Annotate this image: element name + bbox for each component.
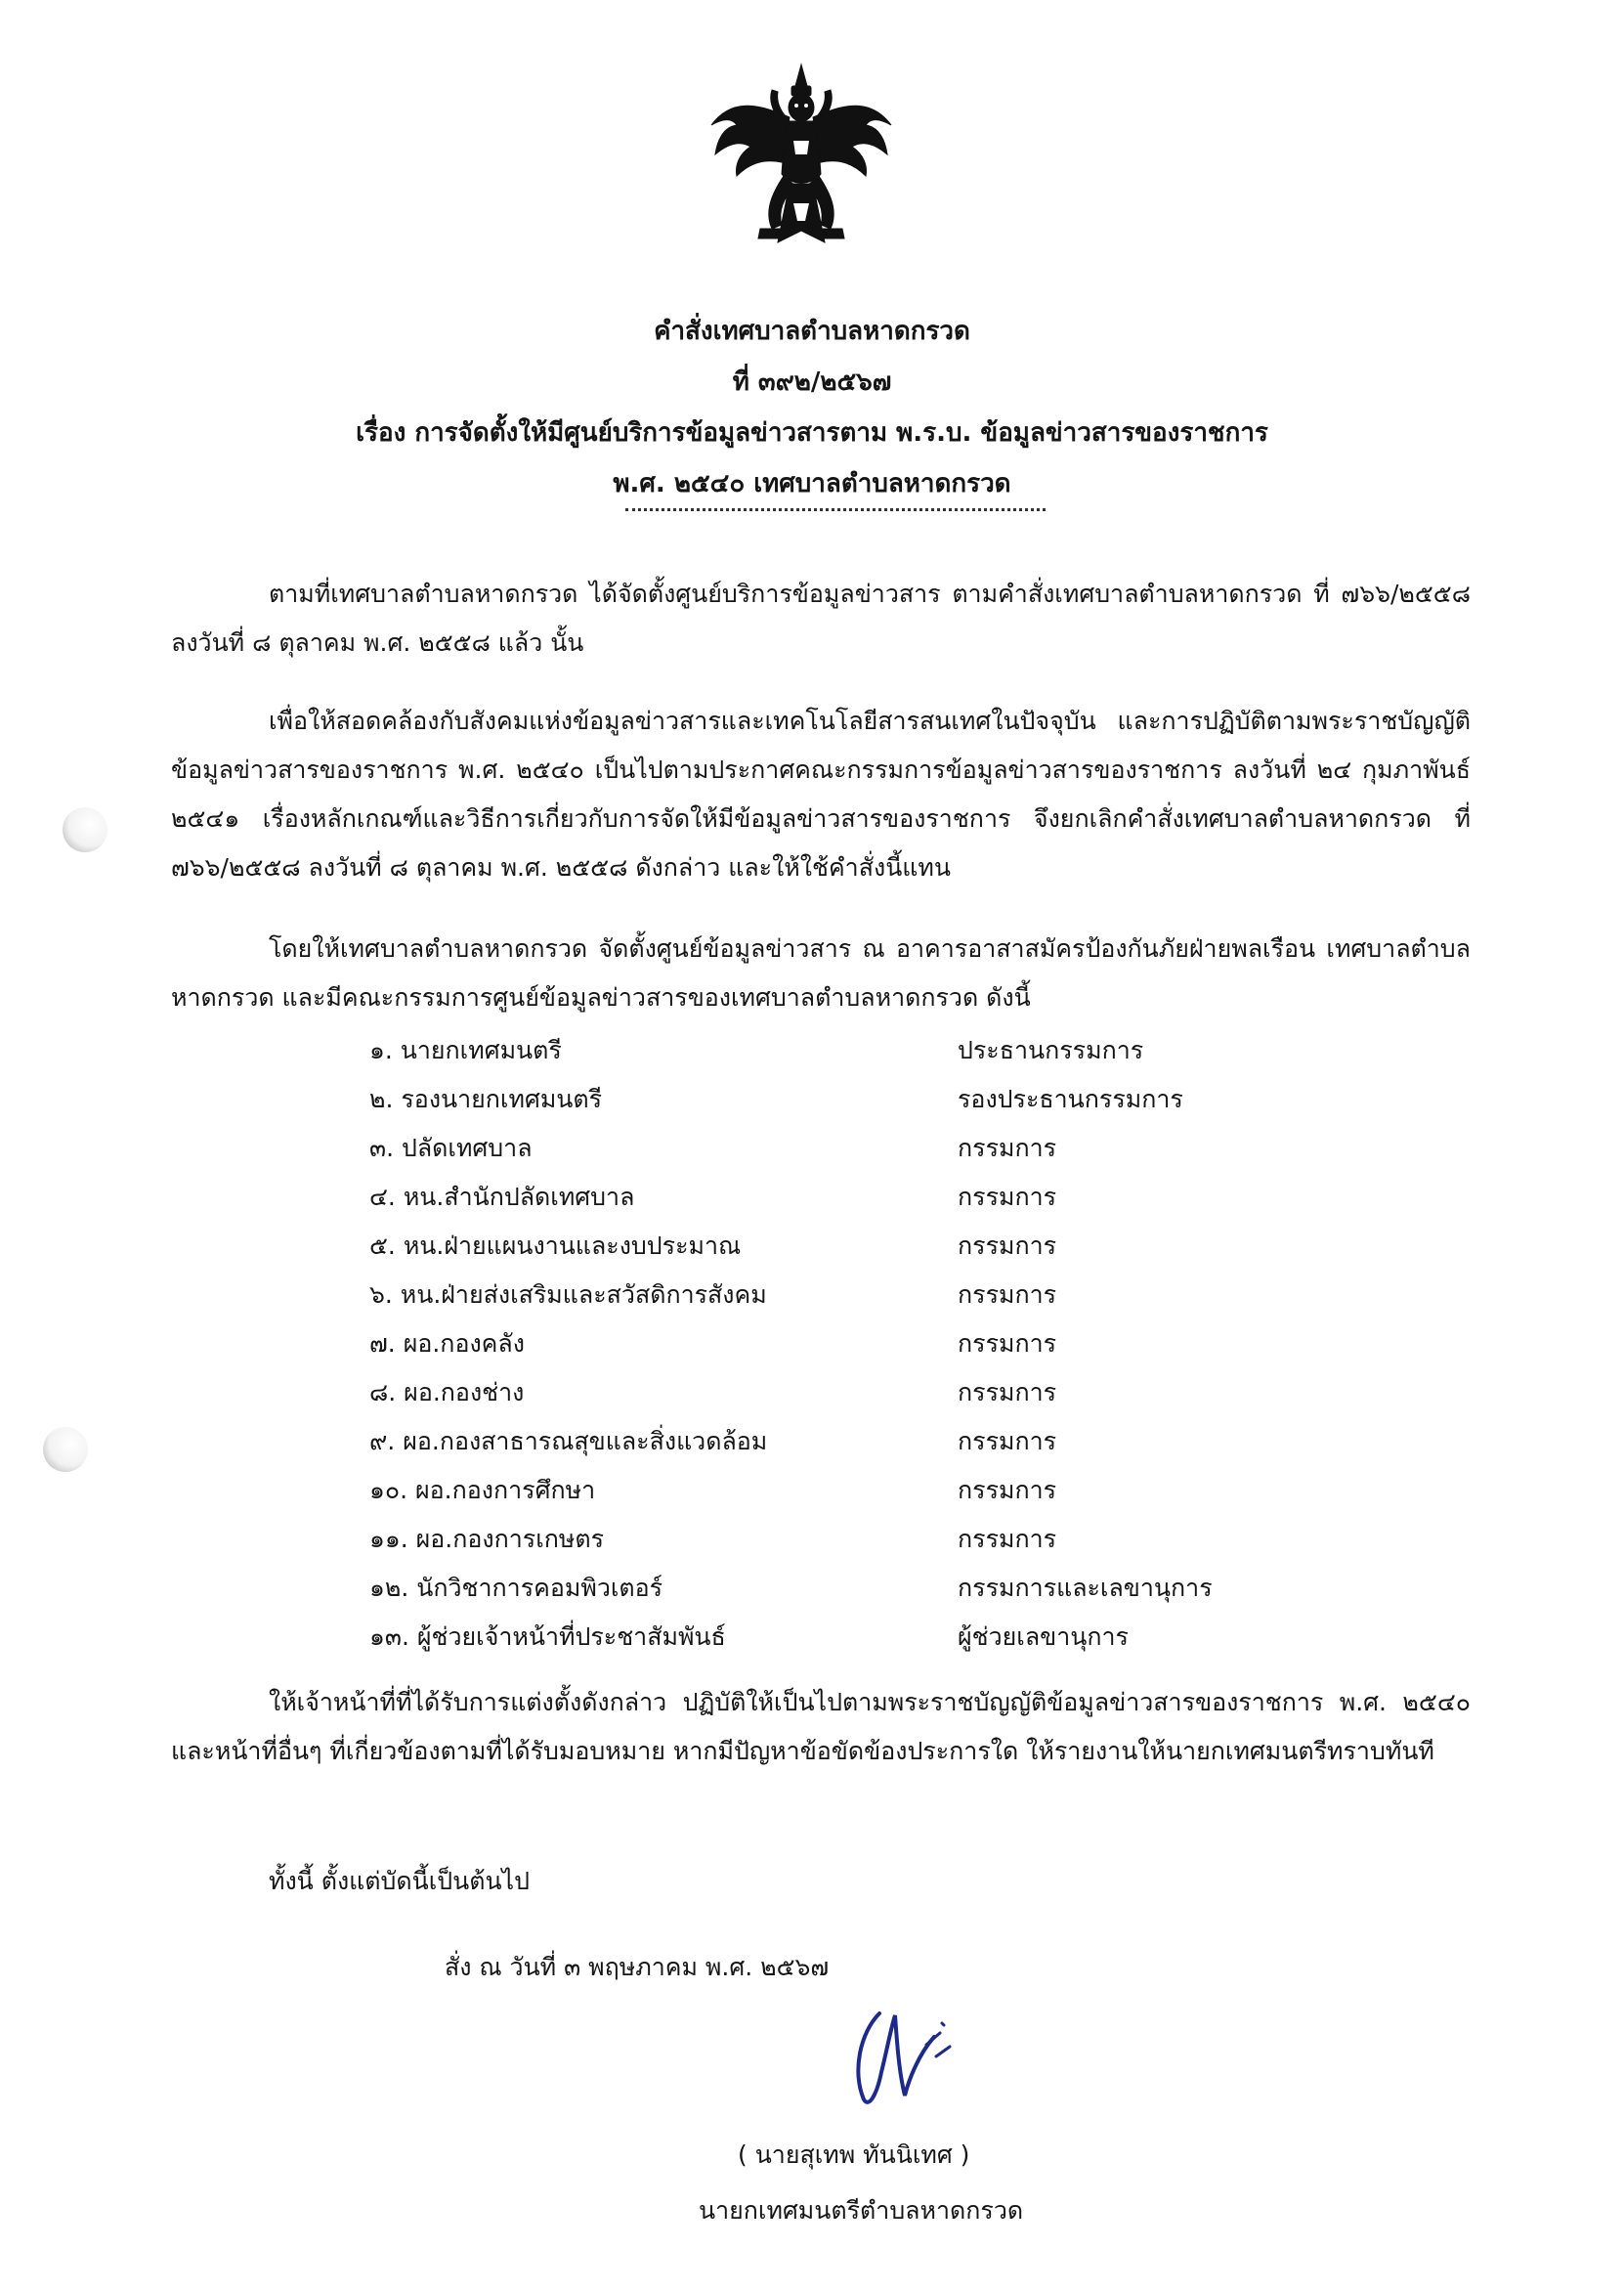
committee-member	[369, 1075, 1444, 1124]
committee-member	[369, 1564, 1444, 1613]
committee-member	[369, 1271, 1444, 1319]
signer-name: ( นายสุเทพ ทันนิเทศ )	[738, 2140, 970, 2169]
paragraph-4: ให้เจ้าหน้าที่ที่ได้รับการแต่งตั้งดังกล่าว ปฏิบัติให้เป็นไปตามพระราชบัญญัติข้อมูลข่าวสารของราชการ พ.ศ. ๒๕๔๐ และหน้าที่อื่นๆ ที่เกี่ยวข้องตามที่ได้รับมอบหมาย หากมีปัญหาข้อขัดข้องประการใด ให้รายงานให้นายกเทศมนตรีทราบทันที	[171, 1688, 1471, 1765]
member-position: ๑๐. ผอ.กองการศึกษา	[369, 1476, 596, 1504]
committee-member	[369, 1417, 1444, 1466]
member-role: กรรมการ	[958, 1525, 1057, 1553]
member-position: ๙. ผอ.กองสาธารณสุขและสิ่งแวดล้อม	[369, 1427, 768, 1455]
committee-member	[369, 1613, 1444, 1662]
member-position: ๑๓. ผู้ช่วยเจ้าหน้าที่ประชาสัมพันธ์	[369, 1622, 726, 1651]
hole-punch	[63, 807, 107, 852]
committee-member	[369, 1319, 1444, 1368]
member-position: ๑. นายกเทศมนตรี	[369, 1036, 562, 1064]
committee-member	[369, 1026, 1444, 1075]
committee-member	[369, 1222, 1444, 1271]
committee-member	[369, 1173, 1444, 1222]
paragraph-2: เพื่อให้สอดคล้องกับสังคมแห่งข้อมูลข่าวสารและเทคโนโลยีสารสนเทศในปัจจุบัน และการปฏิบัติตามพระราชบัญญัติข้อมูลข่าวสารของราชการ พ.ศ. ๒๕๔๐ เป็นไปตามประกาศคณะกรรมการข้อมูลข่าวสารของราชการ ลงวันที่ ๒๔ กุมภาพันธ์ ๒๕๔๑ เรื่องหลักเกณฑ์และวิธีการเกี่ยวกับการจัดให้มีข้อมูลข่าวสารของราชการ จึงยกเลิกคำสั่งเทศบาลตำบลหาดกรวด ที่ ๗๖๖/๒๕๕๘ ลงวันที่ ๘ ตุลาคม พ.ศ. ๒๕๕๘ ดังกล่าว และให้ใช้คำสั่งนี้แทน	[171, 707, 1471, 882]
paragraph-3: โดยให้เทศบาลตำบลหาดกรวด จัดตั้งศูนย์ข้อมูลข่าวสาร ณ อาคารอาสาสมัครป้องกันภัยฝ่ายพลเรือน เทศบาลตำบลหาดกรวด และมีคณะกรรมการศูนย์ข้อมูลข่าวสารของเทศบาลตำบลหาดกรวด ดังนี้	[171, 934, 1471, 1012]
member-role: กรรมการ	[958, 1183, 1057, 1211]
member-position: ๕. หน.ฝ่ายแผนงานและงบประมาณ	[369, 1232, 742, 1260]
order-subject-line1: เรื่อง การจัดตั้งให้มีศูนย์บริการข้อมูลข่าวสารตาม พ.ร.บ. ข้อมูลข่าวสารของราชการ	[356, 418, 1268, 448]
paragraph-5: ทั้งนี้ ตั้งแต่บัดนี้เป็นต้นไป	[269, 1867, 530, 1895]
member-position: ๑๑. ผอ.กองการเกษตร	[369, 1525, 605, 1553]
hole-punch	[43, 1427, 88, 1472]
member-position: ๒. รองนายกเทศมนตรี	[369, 1085, 603, 1113]
committee-member	[369, 1515, 1444, 1564]
member-role: กรรมการ	[958, 1232, 1057, 1260]
committee-member	[369, 1466, 1444, 1515]
order-number: ที่ ๓๙๒/๒๕๖๗	[732, 367, 892, 397]
garuda-emblem-icon	[704, 57, 899, 262]
member-role: กรรมการ	[958, 1427, 1057, 1455]
member-position: ๖. หน.ฝ่ายส่งเสริมและสวัสดิการสังคม	[369, 1280, 767, 1309]
member-role: กรรมการ	[958, 1378, 1057, 1406]
member-position: ๗. ผอ.กองคลัง	[369, 1329, 525, 1358]
member-position: ๓. ปลัดเทศบาล	[369, 1134, 533, 1162]
signature	[840, 1994, 967, 2121]
member-role: รองประธานกรรมการ	[958, 1085, 1183, 1113]
member-role: กรรมการ	[958, 1329, 1057, 1358]
order-date: สั่ง ณ วันที่ ๓ พฤษภาคม พ.ศ. ๒๕๖๗	[445, 1953, 830, 1981]
member-role: กรรมการ	[958, 1134, 1057, 1162]
paragraph-1: ตามที่เทศบาลตำบลหาดกรวด ได้จัดตั้งศูนย์บริการข้อมูลข่าวสาร ตามคำสั่งเทศบาลตำบลหาดกรวด ที่ ๗๖๖/๒๕๕๘ ลงวันที่ ๘ ตุลาคม พ.ศ. ๒๕๕๘ แล้ว นั้น	[171, 580, 1471, 657]
member-position: ๑๒. นักวิชาการคอมพิวเตอร์	[369, 1574, 663, 1602]
committee-member	[369, 1368, 1444, 1417]
member-role: ประธานกรรมการ	[958, 1036, 1144, 1064]
member-role: กรรมการ	[958, 1476, 1057, 1504]
committee-member	[369, 1124, 1444, 1173]
order-subject-line2: พ.ศ. ๒๕๔๐ เทศบาลตำบลหาดกรวด	[613, 469, 1011, 498]
member-position: ๔. หน.สำนักปลัดเทศบาล	[369, 1183, 635, 1211]
member-role: กรรมการและเลขานุการ	[958, 1574, 1213, 1602]
header-divider	[625, 508, 1046, 511]
member-role: กรรมการ	[958, 1280, 1057, 1309]
member-position: ๘. ผอ.กองช่าง	[369, 1378, 525, 1406]
signer-title: นายกเทศมนตรีตำบลหาดกรวด	[699, 2196, 1024, 2225]
member-role: ผู้ช่วยเลขานุการ	[958, 1622, 1129, 1651]
order-title: คำสั่งเทศบาลตำบลหาดกรวด	[654, 317, 970, 346]
